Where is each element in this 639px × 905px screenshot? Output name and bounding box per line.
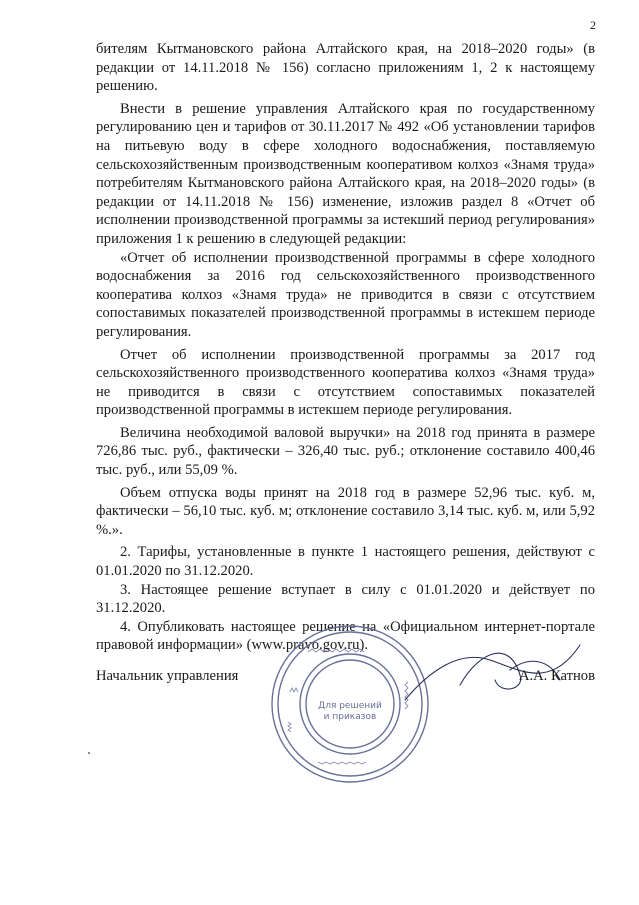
signatory-title: Начальник управления	[96, 668, 239, 684]
paragraph-3: Отчет об исполнении производственной программы за 2017 год сельскохозяйственного производственного кооператива колхоз «Знамя труда» не приводится в связи с отсутствием сопоставимых показателей производственной программы в истекшем периоде регулирования.	[96, 346, 595, 419]
paragraph-5: Объем отпуска воды принят на 2018 год в размере 52,96 тыс. куб. м, фактически – 56,10 тыс. куб. м; отклонение составило 3,14 тыс. куб. м, или 5,92 %.».	[96, 484, 595, 538]
paragraph-4: Величина необходимой валовой выручки» на 2018 год принята в размере 726,86 тыс. руб., фактически – 326,40 тыс. руб.; отклонение составило 400,46 тыс. руб., или 55,09 %.	[96, 424, 595, 479]
paragraph-8: 4. Опубликовать настоящее решение на «Официальном интернет-портале правовой информации» (www.pravo.gov.ru).	[96, 618, 595, 654]
scan-speck	[88, 752, 90, 754]
paragraph-6: 2. Тарифы, установленные в пункте 1 настоящего решения, действуют с 01.01.2020 по 31.12.2020.	[96, 544, 595, 580]
signatory-name: А.А. Катнов	[518, 668, 595, 684]
page-number: 2	[590, 18, 596, 32]
paragraph-7: 3. Настоящее решение вступает в силу с 01.01.2020 и действует по 31.12.2020.	[96, 581, 595, 617]
paragraph-1: Внести в решение управления Алтайского края по государственному регулированию цен и тарифов от 30.11.2017 № 492 «Об установлении тарифов на питьевую воду в сфере холодного водоснабжения, поставляемую сельскохозяйственным производственным кооперативом колхоз «Знамя труда» потребителям Кытмановского района Алтайского края, на 2018–2020 годы» (в редакции от 14.11.2018 № 156) изменение, изложив раздел 8 «Отчет об исполнении производственной программы за истекший период регулирования» приложения 1 к решению в следующей редакции:	[96, 100, 595, 247]
paragraph-0: бителям Кытмановского района Алтайского края, на 2018–2020 годы» (в редакции от 14.11.2018 № 156) согласно приложениям 1, 2 к настоящему решению.	[96, 41, 595, 95]
document-body	[96, 40, 595, 655]
paragraph-2: «Отчет об исполнении производственной программы в сфере холодного водоснабжения за 2016 год сельскохозяйственного производственного кооператива колхоз «Знамя труда» не приводится в связи с отсутствием сопоставимых показателей производственной программы в истекшем периоде регулирования.	[96, 249, 595, 340]
seal-center-line1: Для решений	[318, 701, 382, 711]
seal-center-line2: и приказов	[323, 712, 377, 722]
